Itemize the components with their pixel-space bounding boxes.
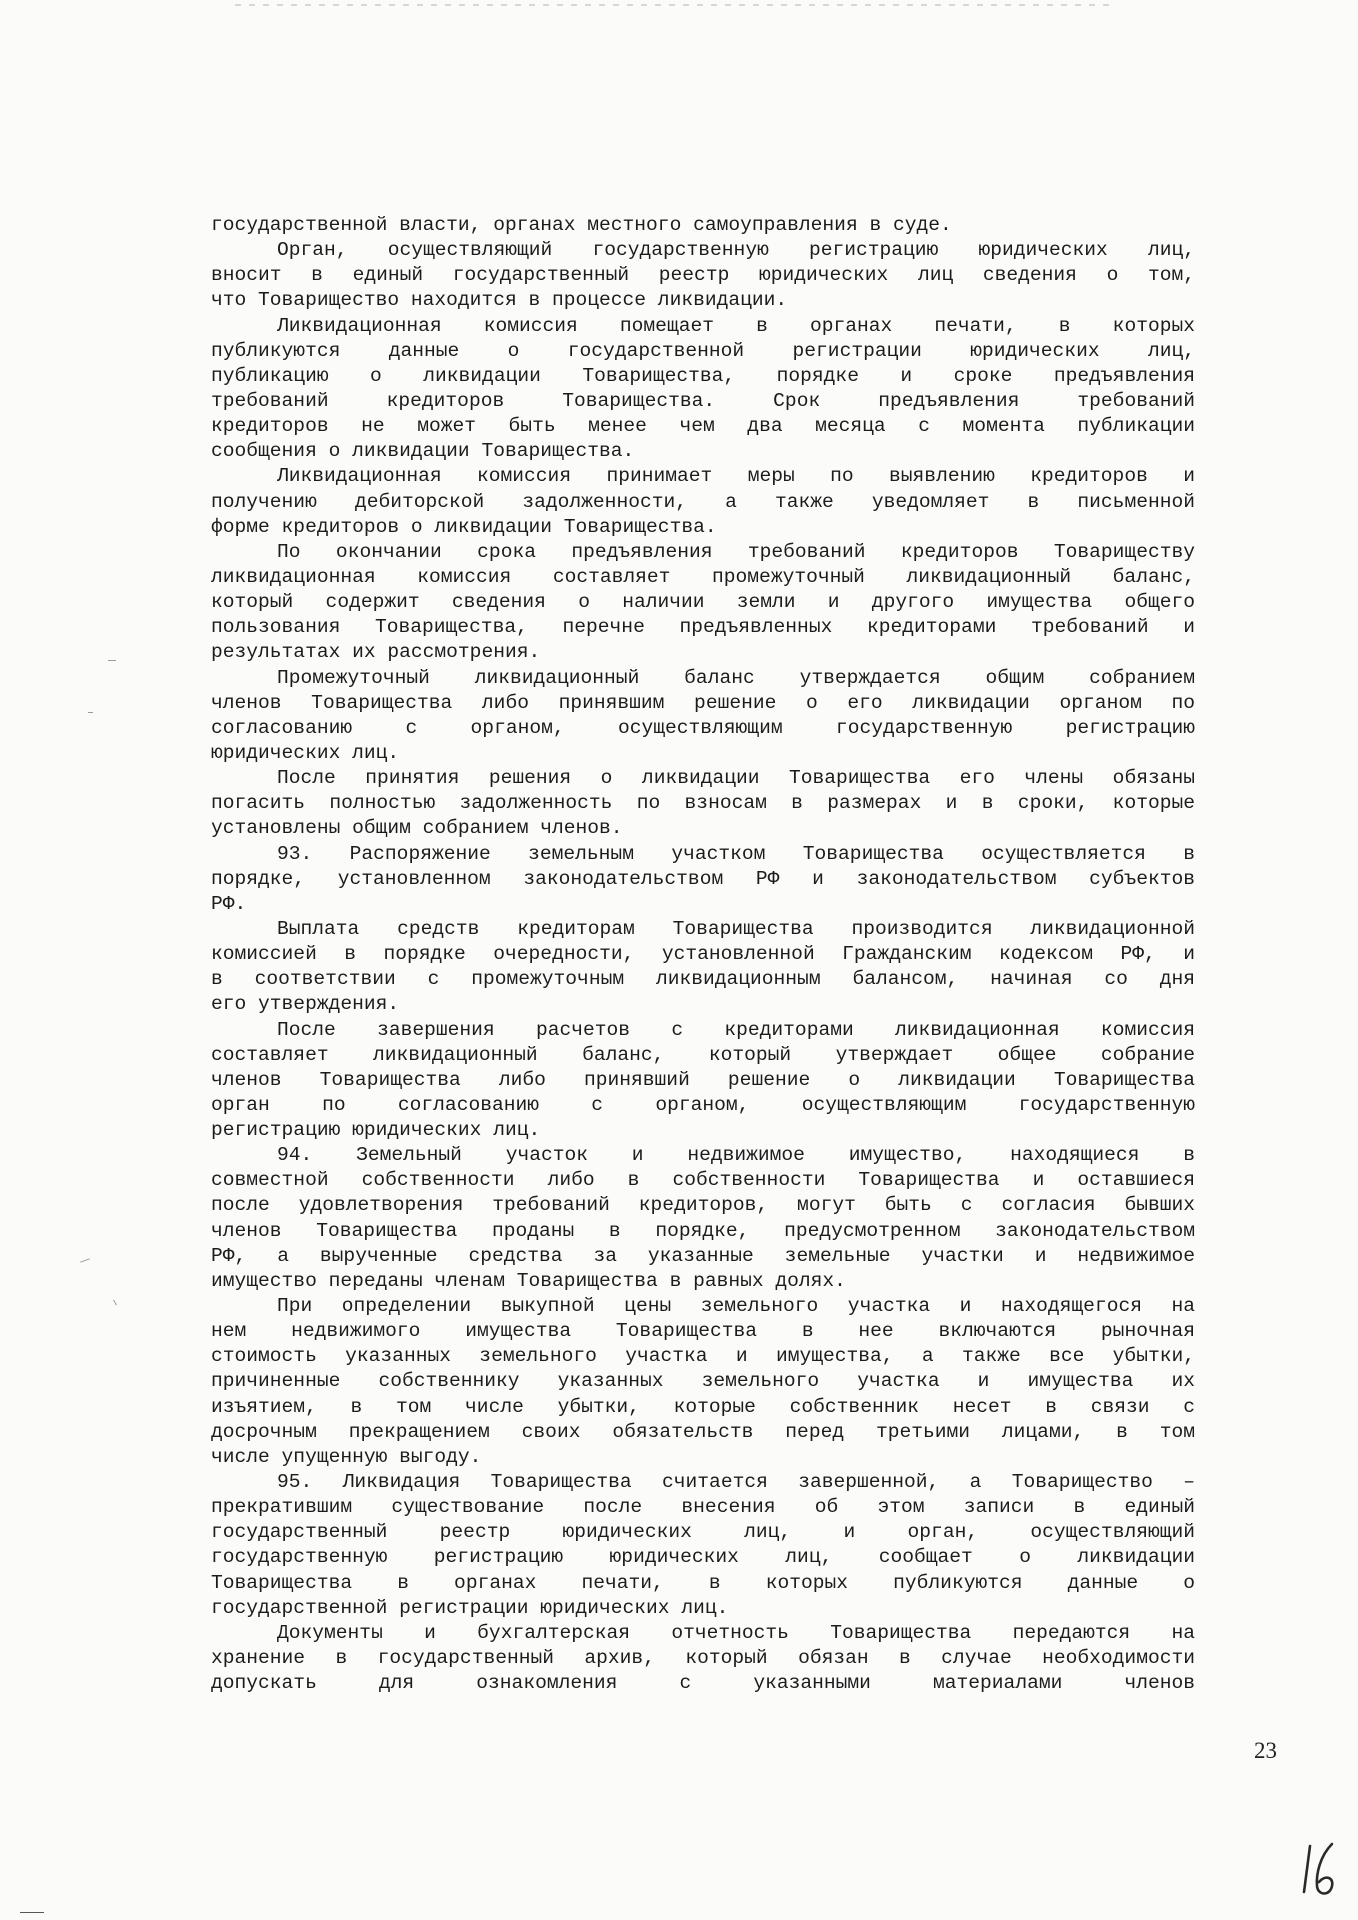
text-line: согласованию с органом, осуществляющим государственную регистрацию: [211, 716, 1195, 739]
text-line: государственной регистрации юридических лиц.: [211, 1596, 729, 1619]
text-line: после удовлетворения требований кредиторов, могут быть с согласия бывших: [211, 1194, 1195, 1217]
margin-mark: [108, 660, 116, 661]
text-line: имущество переданы членам Товарищества в равных долях.: [211, 1269, 846, 1292]
margin-mark: [80, 1258, 90, 1262]
text-line: Ликвидационная комиссия принимает меры по выявлению кредиторов и: [277, 465, 1195, 488]
text-line: форме кредиторов о ликвидации Товарищества.: [211, 515, 717, 538]
text-line: государственной власти, органах местного самоуправления в суде.: [211, 214, 952, 236]
text-line: Промежуточный ликвидационный баланс утверждается общим собранием: [277, 666, 1195, 689]
text-line: 93. Распоряжение земельным участком Товарищества осуществляется в: [277, 842, 1195, 865]
text-line: членов Товарищества проданы в порядке, предусмотренном законодательством: [211, 1219, 1195, 1242]
margin-mark: [20, 1912, 44, 1913]
text-line: кредиторов не может быть менее чем два месяца с момента публикации: [211, 415, 1195, 438]
text-line: регистрацию юридических лиц.: [211, 1119, 541, 1142]
text-line: комиссией в порядке очередности, установленной Гражданским кодексом РФ, и: [211, 943, 1195, 966]
text-line: получению дебиторской задолженности, а также уведомляет в письменной: [211, 490, 1195, 513]
page-number: 23: [1254, 1738, 1277, 1763]
text-line: После принятия решения о ликвидации Товарищества его члены обязаны: [277, 767, 1195, 790]
text-line: 94. Земельный участок и недвижимое имущество, находящиеся в: [277, 1144, 1195, 1167]
text-line: РФ, а вырученные средства за указанные земельные участки и недвижимое: [211, 1244, 1195, 1267]
text-line: Товарищества в органах печати, в которых публикуются данные о: [211, 1571, 1195, 1594]
text-line: стоимость указанных земельного участка и имущества, а также все убытки,: [211, 1345, 1195, 1368]
text-line: Ликвидационная комиссия помещает в органах печати, в которых: [277, 314, 1195, 337]
text-line: государственную регистрацию юридических лиц, сообщает о ликвидации: [211, 1546, 1195, 1569]
text-line: 95. Ликвидация Товарищества считается завершенной, а Товарищество –: [277, 1471, 1195, 1494]
text-line: порядке, установленном законодательством РФ и законодательством субъектов: [211, 867, 1195, 890]
scan-artifact-line: [235, 4, 1115, 6]
text-line: изъятием, в том числе убытки, которые собственник несет в связи с: [211, 1395, 1195, 1418]
text-line: в соответствии с промежуточным ликвидационным балансом, начиная со дня: [211, 968, 1195, 991]
margin-mark: [113, 1300, 117, 1306]
margin-mark: [88, 712, 93, 713]
text-line: государственный реестр юридических лиц, и орган, осуществляющий: [211, 1521, 1195, 1544]
text-line: При определении выкупной цены земельного участка и находящегося на: [277, 1295, 1195, 1318]
text-line: РФ.: [211, 892, 247, 915]
text-line: пользования Товарищества, перечне предъявленных кредиторами требований и: [211, 616, 1195, 639]
text-line: хранение в государственный архив, который обязан в случае необходимости: [211, 1647, 1195, 1670]
text-line: причиненные собственнику указанных земельного участка и имущества их: [211, 1370, 1195, 1393]
text-line: орган по согласованию с органом, осуществляющим государственную: [211, 1093, 1195, 1116]
handwritten-page-number: [1298, 1840, 1342, 1900]
text-line: сообщения о ликвидации Товарищества.: [211, 440, 635, 463]
text-line: составляет ликвидационный баланс, который утверждает общее собрание: [211, 1043, 1195, 1066]
text-line: что Товарищество находится в процессе ликвидации.: [211, 289, 788, 312]
text-line: По окончании срока предъявления требований кредиторов Товариществу: [277, 540, 1195, 563]
text-line: Документы и бухгалтерская отчетность Товарищества передаются на: [277, 1621, 1195, 1644]
text-line: его утверждения.: [211, 993, 400, 1016]
text-line: требований кредиторов Товарищества. Срок предъявления требований: [211, 389, 1195, 412]
text-line: совместной собственности либо в собственности Товарищества и оставшиеся: [211, 1169, 1195, 1192]
text-line: вносит в единый государственный реестр юридических лиц сведения о том,: [211, 264, 1195, 287]
text-line: После завершения расчетов с кредиторами ликвидационная комиссия: [277, 1018, 1195, 1041]
text-line: Выплата средств кредиторам Товарищества производится ликвидационной: [277, 917, 1195, 940]
text-line: публикацию о ликвидации Товарищества, порядке и сроке предъявления: [211, 364, 1195, 387]
text-line: установлены общим собранием членов.: [211, 817, 623, 840]
text-line: досрочным прекращением своих обязательств перед третьими лицами, в том: [211, 1420, 1195, 1443]
text-line: нем недвижимого имущества Товарищества в нее включаются рыночная: [211, 1320, 1195, 1343]
text-line: членов Товарищества либо принявший решение о ликвидации Товарищества: [211, 1068, 1195, 1091]
text-line: публикуются данные о государственной регистрации юридических лиц,: [211, 339, 1195, 362]
text-line: результатах их рассмотрения.: [211, 641, 541, 664]
text-line: прекратившим существование после внесения об этом записи в единый: [211, 1496, 1195, 1519]
text-line: юридических лиц.: [211, 741, 400, 764]
text-line: членов Товарищества либо принявшим решение о его ликвидации органом по: [211, 691, 1195, 714]
text-line: ликвидационная комиссия составляет промежуточный ликвидационный баланс,: [211, 565, 1195, 588]
text-line: который содержит сведения о наличии земли и другого имущества общего: [211, 591, 1195, 614]
document-body: [211, 213, 1195, 1696]
text-line: погасить полностью задолженность по взносам в размерах и в сроки, которые: [211, 792, 1195, 815]
text-line: числе упущенную выгоду.: [211, 1445, 482, 1468]
text-line: допускать для ознакомления с указанными материалами членов: [211, 1672, 1195, 1695]
text-line: Орган, осуществляющий государственную регистрацию юридических лиц,: [277, 239, 1195, 262]
